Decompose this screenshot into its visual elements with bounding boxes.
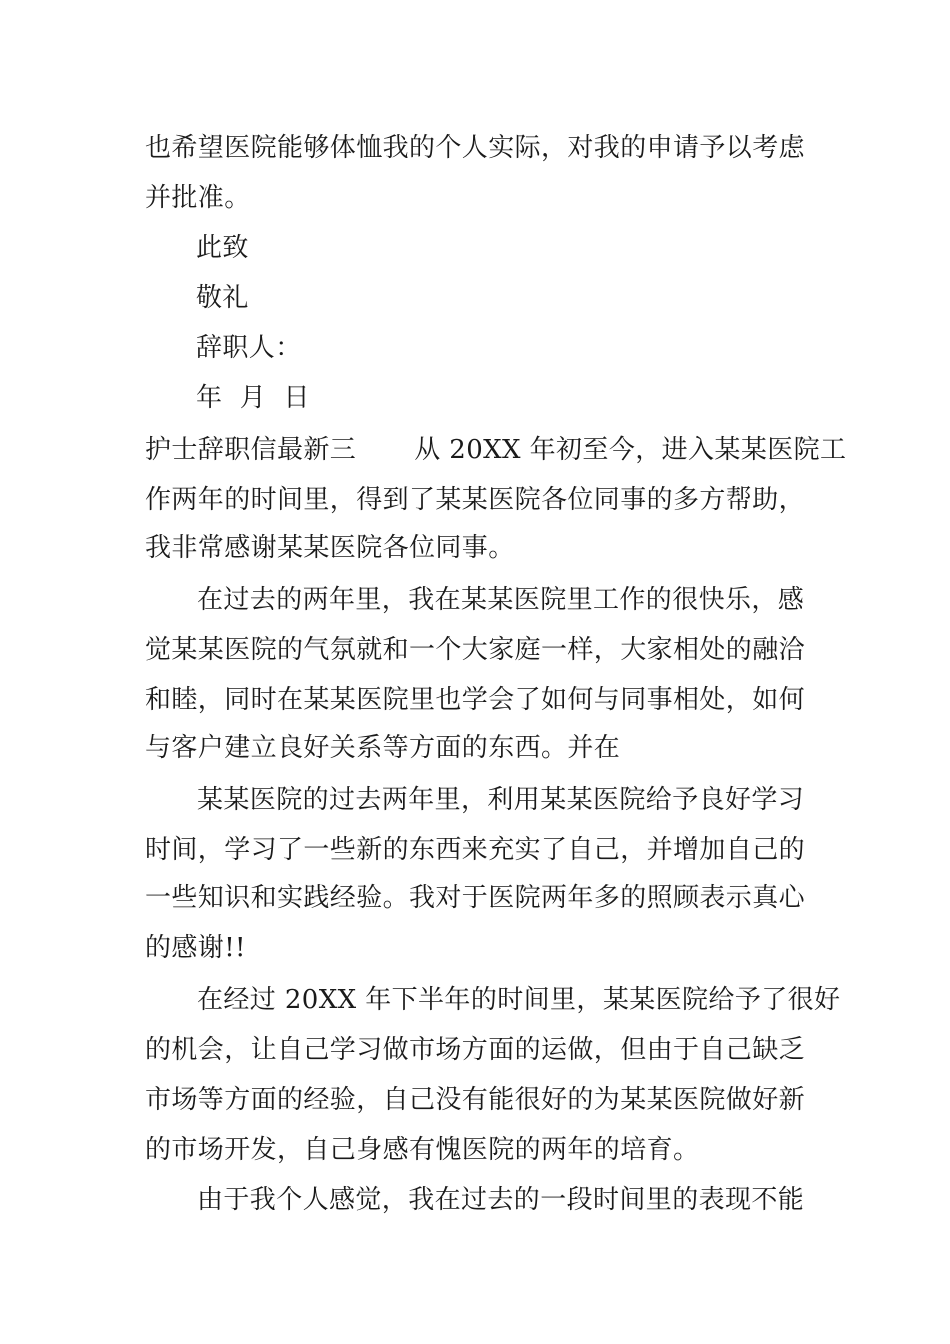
text-line: 的感谢!! [145, 933, 246, 963]
closing-regards: 敬礼 [196, 283, 249, 313]
paragraph-start: 某某医院的过去两年里，利用某某医院给予良好学习 [197, 785, 805, 815]
text-line: 的机会，让自己学习做市场方面的运做，但由于自己缺乏 [145, 1035, 806, 1065]
text-line: 觉某某医院的气氛就和一个大家庭一样，大家相处的融洽 [145, 635, 806, 665]
text-line: 并批准。 [145, 183, 251, 213]
paragraph-start: 由于我个人感觉，我在过去的一段时间里的表现不能 [197, 1185, 805, 1215]
closing-salutation: 此致 [196, 233, 249, 263]
text-line: 与客户建立良好关系等方面的东西。并在 [145, 733, 621, 763]
text-line: 市场等方面的经验，自己没有能很好的为某某医院做好新 [145, 1085, 806, 1115]
paragraph-start: 在经过 20XX 年下半年的时间里，某某医院给予了很好 [197, 985, 841, 1015]
text-line: 从 20XX 年初至今，进入某某医院工 [414, 435, 847, 465]
signature-label: 辞职人： [196, 333, 302, 363]
section-heading-line [145, 434, 846, 466]
text-line: 也希望医院能够体恤我的个人实际，对我的申请予以考虑 [145, 133, 806, 163]
text-line: 的市场开发，自己身感有愧医院的两年的培育。 [145, 1135, 700, 1165]
date-line: 年 月 日 [196, 383, 310, 413]
text-line: 作两年的时间里，得到了某某医院各位同事的多方帮助， [145, 485, 806, 515]
text-line: 我非常感谢某某医院各位同事。 [145, 533, 515, 563]
text-line: 一些知识和实践经验。我对于医院两年多的照顾表示真心 [145, 883, 806, 913]
paragraph-start: 在过去的两年里，我在某某医院里工作的很快乐，感 [197, 585, 805, 615]
text-line: 和睦，同时在某某医院里也学会了如何与同事相处，如何 [145, 685, 806, 715]
section-title: 护士辞职信最新三 [145, 435, 357, 465]
text-line: 时间，学习了一些新的东西来充实了自己，并增加自己的 [145, 835, 806, 865]
